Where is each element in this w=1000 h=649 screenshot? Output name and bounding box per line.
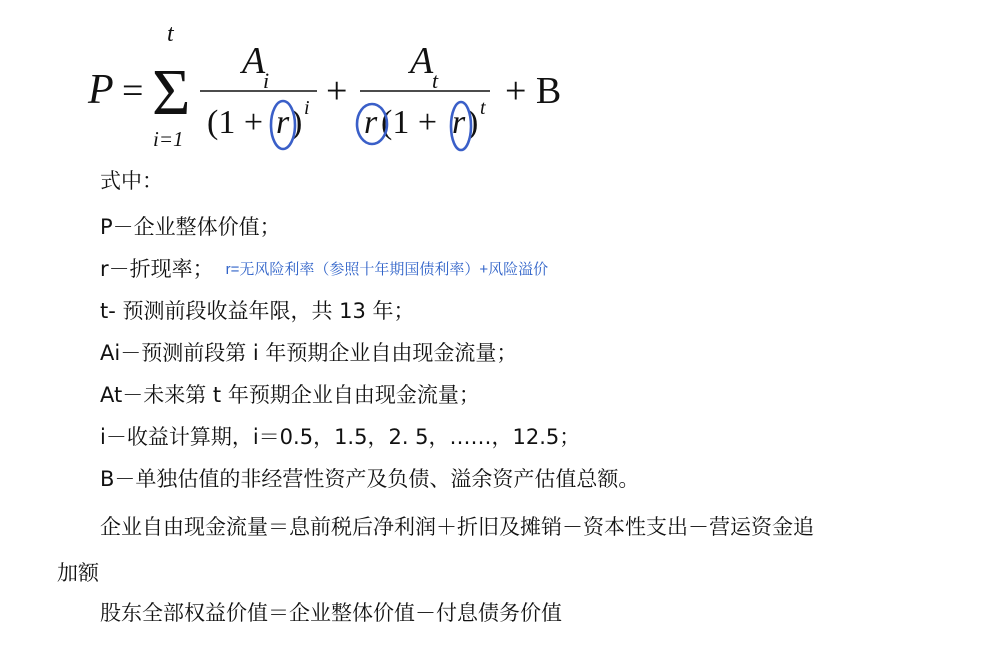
p-definition: P－企业整体价值； <box>100 215 281 239</box>
r-annotation-note: r=无风险利率（参照十年期国债利率）+风险溢价 <box>225 261 549 278</box>
term2-den-r2: r <box>452 104 466 141</box>
ai-definition: Ai－预测前段第 i 年预期企业自由现金流量； <box>100 341 518 365</box>
formula-equals: = <box>122 70 144 112</box>
i-definition: i－收益计算期，i＝0.5，1.5，2. 5，……，12.5； <box>100 425 581 449</box>
formula-plus-b: + B <box>505 70 562 112</box>
term2-den-exp: t <box>480 97 486 119</box>
term1-numerator: A <box>242 40 266 82</box>
r-definition: r－折现率； <box>100 257 214 281</box>
fcf-equation-line1: 企业自由现金流量＝息前税后净利润＋折旧及摊销－资本性支出－营运资金追 <box>100 515 814 539</box>
equity-equation: 股东全部权益价值＝企业整体价值－付息债务价值 <box>100 601 562 625</box>
sum-upper-limit: t <box>167 21 174 47</box>
term1-den-r: r <box>276 104 290 141</box>
term2-numerator-sub: t <box>432 68 439 93</box>
legend-intro: 式中： <box>100 169 163 193</box>
formula-graphic <box>0 0 1000 160</box>
term2-numerator: A <box>410 40 434 82</box>
sigma-symbol: Σ <box>152 56 191 129</box>
sum-lower-limit: i=1 <box>153 127 184 151</box>
term2-den-r1: r <box>364 104 378 141</box>
term2-den-close: ) <box>467 104 479 141</box>
at-definition: At－未来第 t 年预期企业自由现金流量； <box>100 383 480 407</box>
formula-plus-1: + <box>326 70 348 112</box>
term1-den-open: (1 + <box>207 104 263 141</box>
term1-den-close: ) <box>291 104 303 141</box>
formula-lhs: P <box>88 67 114 113</box>
valuation-formula <box>0 0 1000 160</box>
fcf-equation-line2: 加额 <box>57 561 99 585</box>
term2-den-open: (1 + <box>381 104 437 141</box>
t-definition: t- 预测前段收益年限，共 13 年； <box>100 299 415 323</box>
term1-numerator-sub: i <box>263 68 270 93</box>
b-definition: B－单独估值的非经营性资产及负债、溢余资产估值总额。 <box>100 467 640 491</box>
term1-den-exp: i <box>304 97 310 119</box>
r-definition-row <box>100 254 548 285</box>
